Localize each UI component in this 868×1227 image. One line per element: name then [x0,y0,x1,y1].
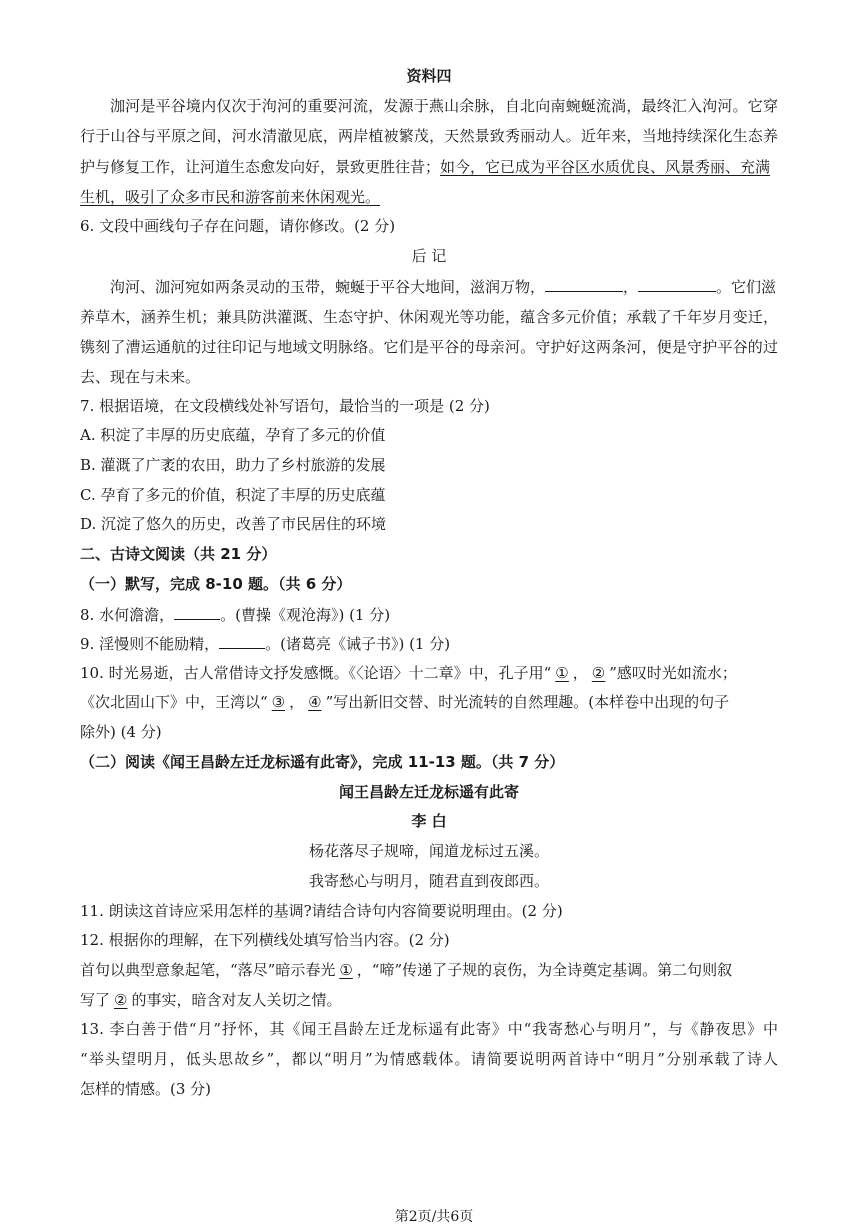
afterword-text: 。它们滋 [716,278,777,296]
question-text: 。(曹操《观沧海》) (1 分) [220,606,391,624]
question-11: 11. 朗读这首诗应采用怎样的基调?请结合诗句内容简要说明理由。(2 分) [80,902,563,920]
question-text: 10. 时光易逝，古人常借诗文抒发感慨。《〈论语〉十二章》中，孔子用“ [80,664,552,682]
fill-blank[interactable] [545,276,623,292]
fill-blank[interactable] [174,604,220,620]
blank-marker-3[interactable]: ③ [271,693,286,711]
poem-title: 闻王昌龄左迁龙标遥有此寄 [338,783,519,801]
afterword-text: 泃河、泇河宛如两条灵动的玉带，蜿蜒于平谷大地间，滋润万物， [110,278,546,296]
question-10-line [80,692,778,712]
question-text: 8. 水何澹澹， [80,606,175,624]
blank-marker-1[interactable]: ① [339,961,353,979]
question-text: 首句以典型意象起笔，“落尽”暗示春光 [80,961,336,979]
question-text: 的事实，暗含对友人关切之情。 [131,991,342,1009]
underlined-sentence: 生机，吸引了众多市民和游客前来休闲观光。 [80,188,381,206]
option-b[interactable]: B. 灌溉了广袤的农田，助力了乡村旅游的发展 [80,456,386,474]
question-10-line [80,663,778,683]
afterword-line: 养草木，涵养生机；兼具防洪灌溉、生态守护、休闲观光等功能，蕴含多元价值；承载了千年岁月变迁， [80,308,778,326]
question-text: 写了 [80,991,111,1009]
page-number: 第2页/共6页 [394,1209,474,1225]
subsection-1-title: （一）默写，完成 8-10 题。（共 6 分） [80,575,352,593]
question-text: ，“啼”传递了子规的哀伤，为全诗奠定基调。第二句则叙 [356,961,733,979]
option-a[interactable]: A. 积淀了丰厚的历史底蕴，孕育了多元的价值 [80,426,386,444]
option-c[interactable]: C. 孕育了多元的价值，积淀了丰厚的历史底蕴 [80,486,386,504]
question-8 [80,604,778,625]
question-12-line [80,990,778,1010]
question-7-stem: 7. 根据语境，在文段横线处补写语句，最恰当的一项是 (2 分) [80,397,490,415]
paragraph-text: 护与修复工作，让河道生态愈发向好，景致更胜往昔； [80,158,441,176]
fill-blank[interactable] [219,633,265,649]
question-text: 《次北固山下》中，王湾以“ [80,693,268,711]
option-d[interactable]: D. 沉淀了悠久的历史，改善了市民居住的环境 [80,515,387,533]
question-10-line: 除外) (4 分) [80,723,162,741]
afterword-line: 去、现在与未来。 [80,368,201,386]
afterword-line [80,276,778,297]
part-two-title: 二、古诗文阅读（共 21 分） [80,545,277,563]
paragraph-line [80,187,778,207]
blank-marker-2[interactable]: ② [591,664,606,682]
poem-author: 李 白 [411,812,447,830]
question-12-stem: 12. 根据你的理解，在下列横线处填写恰当内容。(2 分) [80,931,450,949]
blank-marker-1[interactable]: ① [555,664,569,682]
question-12-line [80,960,778,980]
section-title: 资料四 [406,67,452,85]
poem-line: 杨花落尽子规啼，闻道龙标过五溪。 [308,842,549,860]
question-13-line: “举头望明月，低头思故乡”，都以“明月”为情感载体。请简要说明两首诗中“明月”分别承载了诗人 [80,1050,778,1068]
subsection-2-title: （二）阅读《闻王昌龄左迁龙标遥有此寄》，完成 11-13 题。（共 7 分） [80,753,565,771]
afterword-text: ， [623,278,639,296]
blank-marker-4[interactable]: ④ [308,693,322,711]
question-text: 。(诸葛亮《诫子书》) (1 分) [265,635,451,653]
paragraph-line [80,157,778,177]
question-text: ”写出新旧交替、时光流转的自然理趣。(本样卷中出现的句子 [325,693,730,711]
question-13-line: 怎样的情感。(3 分) [80,1080,212,1098]
poem-line: 我寄愁心与明月，随君直到夜郎西。 [308,872,549,890]
paragraph-line: 行于山谷与平原之间，河水清澈见底，两岸植被繁茂，天然景致秀丽动人。近年来，当地持续深化生态养 [80,127,778,145]
question-text: ”感叹时光如流水； [609,664,737,682]
question-13-line: 13. 李白善于借“月”抒怀，其《闻王昌龄左迁龙标遥有此寄》中“我寄愁心与明月”，与《静夜思》中 [80,1020,778,1038]
question-text: ， [572,664,588,682]
afterword-line: 镌刻了漕运通航的过往印记与地域文明脉络。它们是平谷的母亲河。守护好这两条河，便是守护平谷的过 [80,338,778,356]
afterword-title: 后 记 [411,247,447,265]
fill-blank[interactable] [638,276,716,292]
blank-marker-2[interactable]: ② [114,991,128,1009]
question-9 [80,633,778,654]
underlined-sentence: 如今，它已成为平谷区水质优良、风景秀丽、充满 [440,158,771,176]
question-text: ， [289,693,305,711]
question-text: 9. 淫慢则不能励精， [80,635,220,653]
paragraph-line: 泇河是平谷境内仅次于泃河的重要河流，发源于燕山余脉，自北向南蜿蜒流淌，最终汇入泃河。它穿 [110,97,778,115]
question-6: 6. 文段中画线句子存在问题，请你修改。(2 分) [80,217,396,235]
